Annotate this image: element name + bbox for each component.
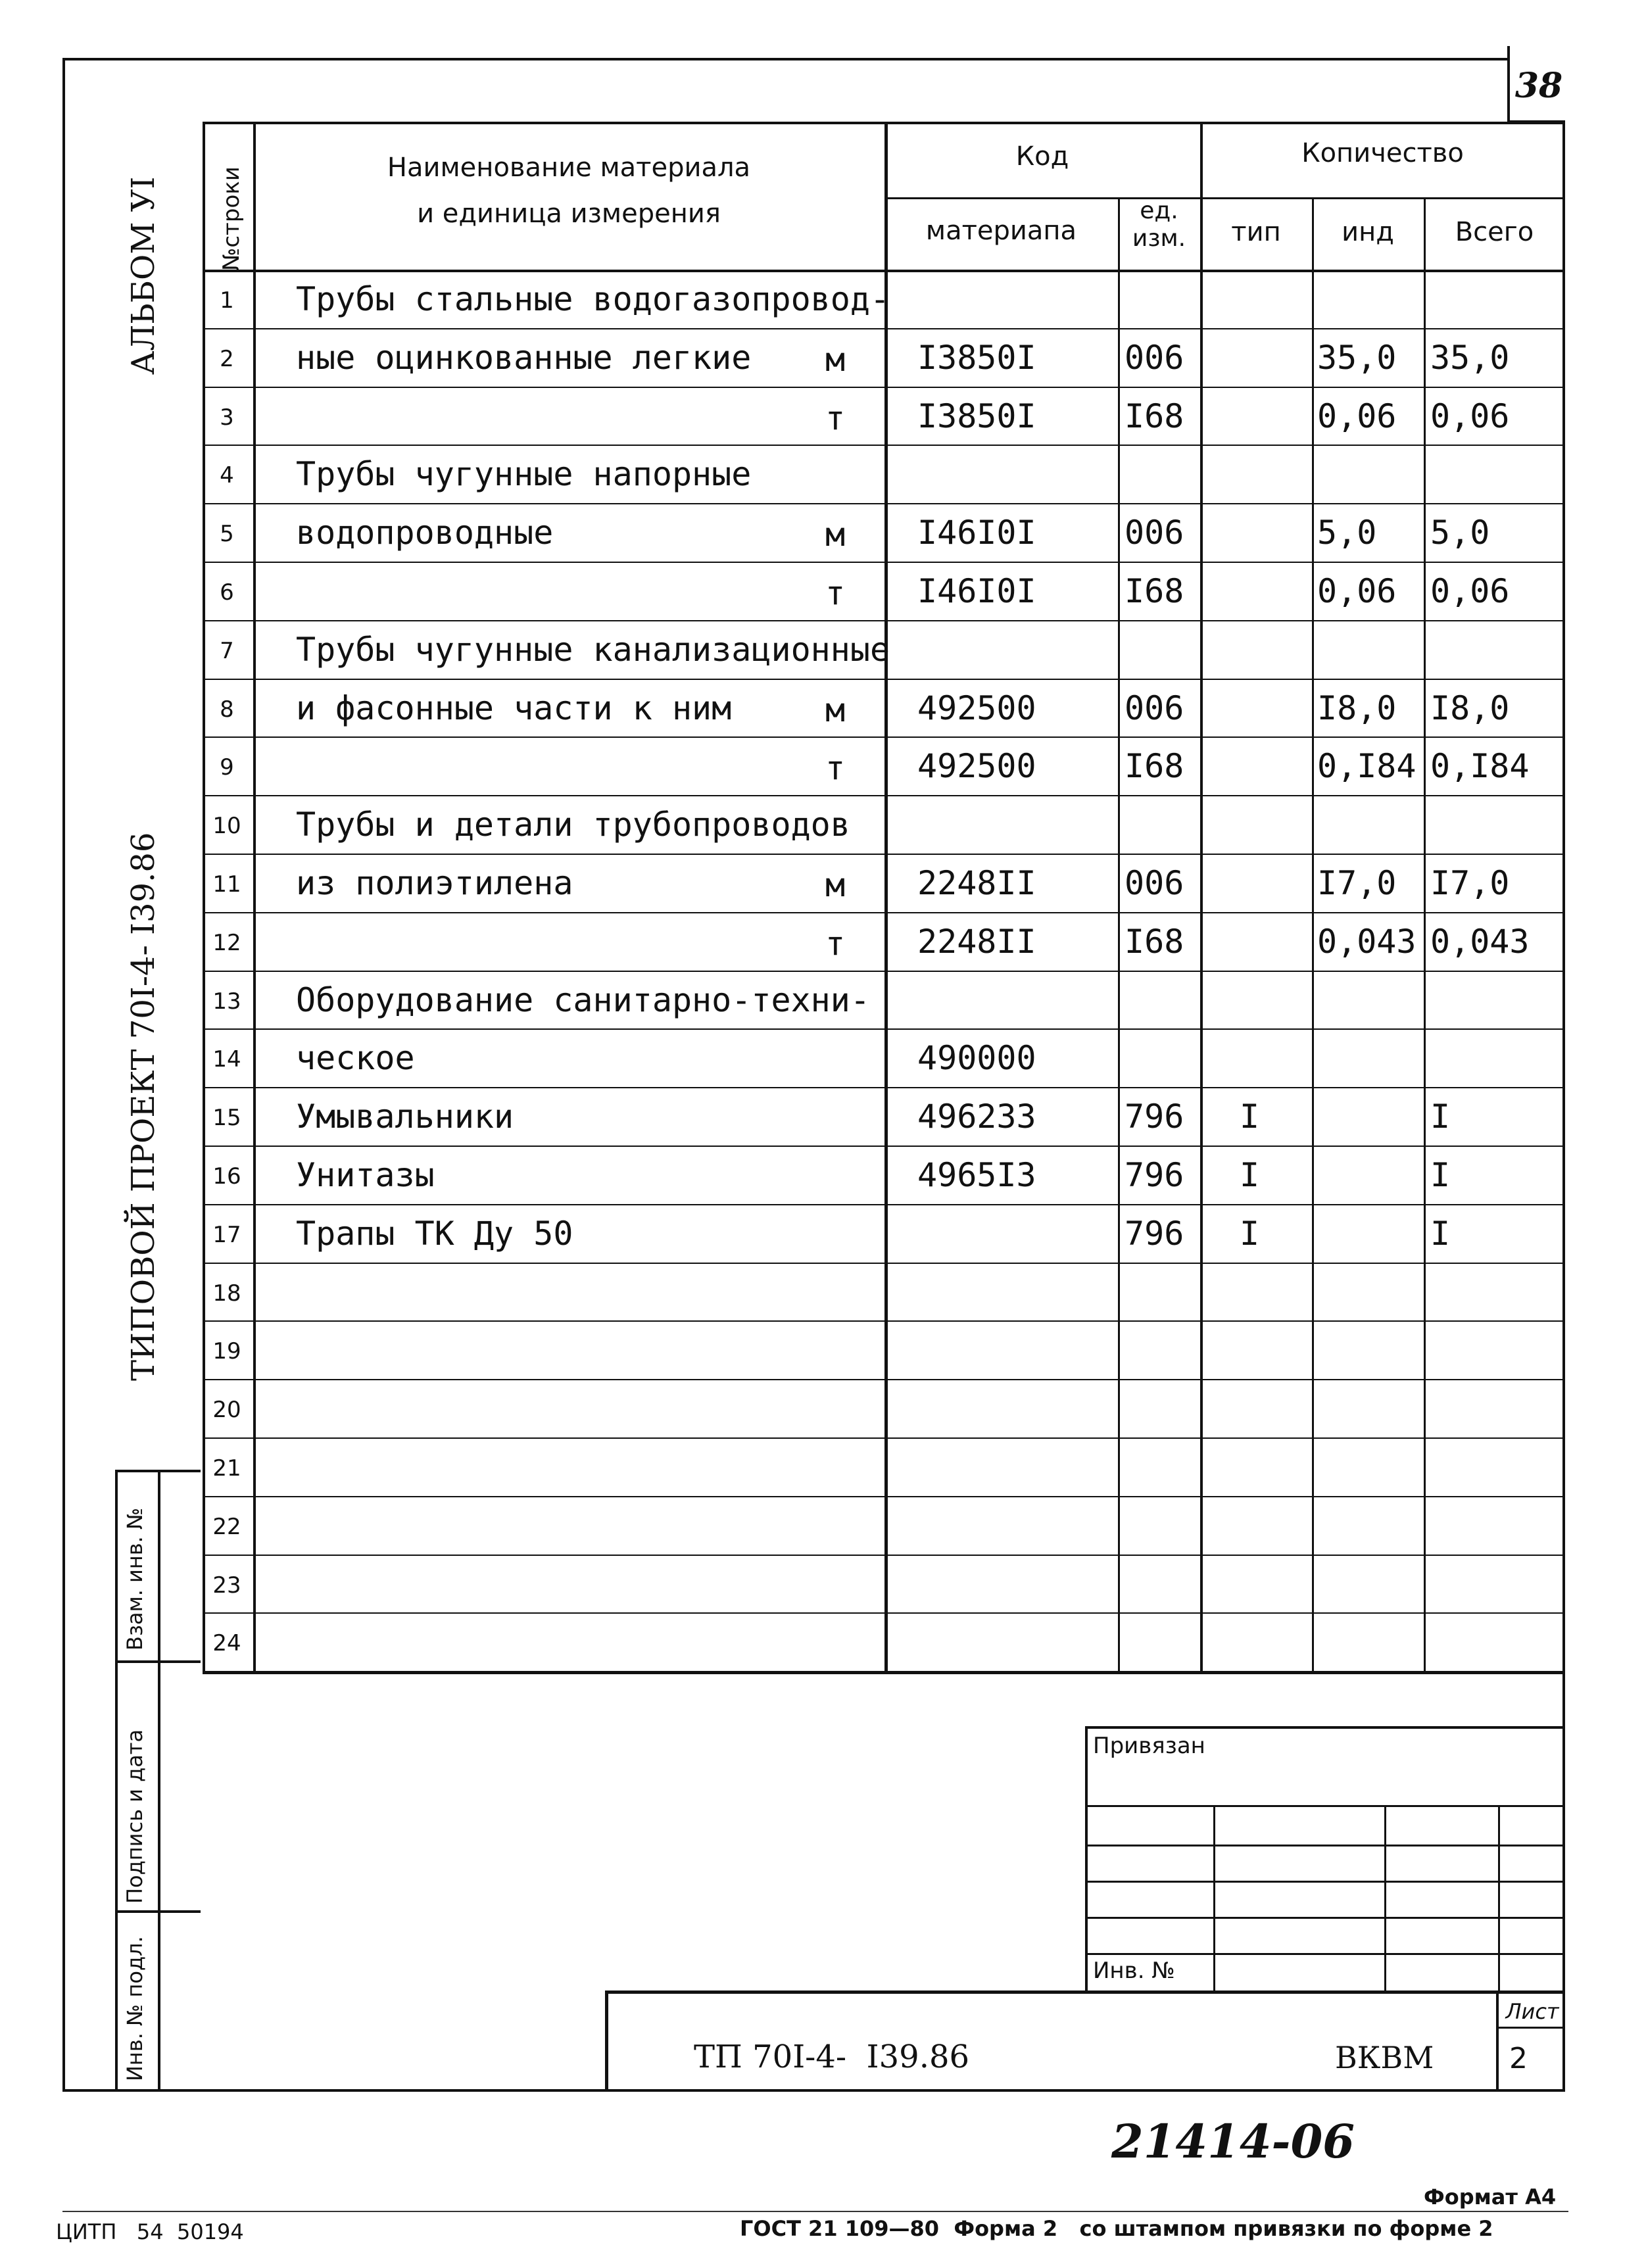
row-divider [203, 1379, 1565, 1380]
unit: м [825, 516, 846, 554]
material-name: водопроводные [296, 514, 554, 552]
material-name: Оборудование санитарно-техни- [296, 980, 870, 1019]
material-name: Умывальники [296, 1098, 514, 1136]
header-name-line2: и единица измерения [417, 199, 721, 229]
title-block-list-left [1496, 1992, 1499, 2091]
row-number: 8 [220, 696, 234, 723]
row-number: 6 [220, 579, 234, 606]
stamp-list-no: 2 [1509, 2042, 1528, 2075]
header-tip: тип [1231, 217, 1281, 247]
unit-code: 006 [1125, 688, 1184, 727]
row-divider [203, 1087, 1565, 1088]
unit-code: 006 [1125, 514, 1184, 552]
row-number: 18 [212, 1280, 241, 1307]
unit: м [825, 340, 846, 379]
row-divider [203, 1146, 1565, 1147]
handwritten-number: 21414-06 [1111, 2114, 1355, 2169]
material-name: Унитазы [296, 1156, 435, 1194]
stamp-grid-h4 [1085, 1917, 1565, 1919]
page-number: 38 [1514, 66, 1563, 106]
title-block-list-div [1496, 2027, 1565, 2029]
stamp-mark: ВКВМ [1335, 2040, 1434, 2075]
row-number: 4 [220, 462, 234, 489]
row-number: 1 [220, 287, 234, 314]
vzam-inv-label: Взам. инв. № [122, 1507, 147, 1651]
qty-total: I [1430, 1214, 1451, 1253]
page-number-box-left [1507, 46, 1510, 122]
qty-total: I8,0 [1430, 688, 1510, 727]
header-row-no: №строки [218, 166, 245, 271]
stamp-list-label: Лист [1505, 1999, 1559, 2024]
header-ind: инд [1342, 217, 1394, 247]
title-block-left [605, 1991, 608, 2092]
header-bottom-border [203, 270, 1565, 272]
qty-tip: I [1240, 1098, 1260, 1136]
unit-code: I68 [1125, 572, 1184, 610]
row-divider [203, 679, 1565, 680]
material-code: 492500 [917, 747, 1036, 786]
qty-ind: I8,0 [1317, 688, 1397, 727]
col-border-2 [884, 122, 888, 1674]
row-number: 14 [212, 1046, 241, 1073]
material-name: ческое [296, 1039, 415, 1078]
row-number: 5 [220, 521, 234, 548]
format-label: Формат А4 [1424, 2184, 1557, 2209]
material-name: Трапы ТК Ду 50 [296, 1214, 573, 1253]
material-code: 4965I3 [917, 1156, 1036, 1194]
project-label: ТИПОВОЙ ПРОЕКТ 70I-4- I39.86 [125, 832, 162, 1381]
unit-code: 006 [1125, 338, 1184, 377]
row-number: 19 [212, 1338, 241, 1365]
row-divider [203, 912, 1565, 913]
stamp-priv-top [1085, 1726, 1565, 1729]
qty-total: 0,06 [1430, 572, 1510, 610]
unit: т [825, 398, 846, 437]
qty-ind: 0,06 [1317, 397, 1397, 435]
row-number: 24 [212, 1630, 241, 1657]
stamp-designation: ТП 70I-4- I39.86 [694, 2039, 970, 2075]
unit-code: I68 [1125, 922, 1184, 961]
material-code: 2248II [917, 922, 1036, 961]
side-strip-left [115, 1470, 118, 2092]
row-divider [203, 1555, 1565, 1556]
row-number: 2 [220, 345, 234, 372]
row-divider [203, 562, 1565, 563]
material-code: I46I0I [917, 572, 1036, 610]
frame-right [1562, 122, 1565, 2092]
qty-total: I7,0 [1430, 864, 1510, 902]
unit: т [825, 749, 846, 788]
header-sub-border [884, 197, 1565, 199]
qty-ind: 0,06 [1317, 572, 1397, 610]
inv-podl-label: Инв. № подл. [122, 1936, 147, 2081]
side-strip-div1 [115, 1660, 201, 1663]
frame-bottom [62, 2089, 1565, 2092]
row-number: 15 [212, 1105, 241, 1132]
unit-code: 796 [1125, 1098, 1184, 1136]
table-top-border [203, 122, 1565, 124]
row-divider [203, 1612, 1565, 1614]
qty-ind: 5,0 [1317, 514, 1377, 552]
stamp-grid-h3 [1085, 1881, 1565, 1883]
row-divider [203, 328, 1565, 329]
qty-tip: I [1240, 1214, 1260, 1253]
qty-total: 5,0 [1430, 514, 1490, 552]
unit: м [825, 866, 846, 904]
material-name: Трубы чугунные канализационные [296, 630, 890, 669]
unit-code: I68 [1125, 747, 1184, 786]
unit-code: 796 [1125, 1214, 1184, 1253]
row-number: 7 [220, 637, 234, 664]
material-name: Трубы и детали трубопроводов [296, 806, 850, 844]
stamp-grid-h1 [1085, 1805, 1565, 1807]
qty-total: 0,043 [1430, 922, 1530, 961]
row-divider [203, 1204, 1565, 1205]
side-strip-top [115, 1470, 201, 1472]
material-name: и фасонные части к ним [296, 688, 732, 727]
stamp-grid-v3 [1498, 1805, 1500, 1992]
header-kolichestvo: Копичество [1301, 138, 1464, 168]
header-kod: Код [1015, 141, 1069, 172]
material-name: Трубы чугунные напорные [296, 455, 752, 494]
row-divider [203, 736, 1565, 738]
material-code: I3850I [917, 338, 1036, 377]
row-divider [203, 854, 1565, 855]
qty-ind: 0,I84 [1317, 747, 1416, 786]
row-number: 10 [212, 813, 241, 840]
row-divider [203, 1028, 1565, 1030]
row-number: 11 [212, 871, 241, 898]
qty-tip: I [1240, 1156, 1260, 1194]
row-divider [203, 620, 1565, 621]
stamp-grid-v2 [1384, 1805, 1386, 1992]
unit: м [825, 690, 846, 729]
qty-ind: 0,043 [1317, 922, 1416, 961]
col-border-6 [1424, 197, 1426, 1671]
footer-left: ЦИТП 54 50194 [56, 2219, 244, 2244]
material-code: 492500 [917, 688, 1036, 727]
table-bottom-border [203, 1671, 1565, 1674]
row-number: 12 [212, 929, 241, 956]
title-block-top [605, 1991, 1565, 1994]
material-name: Трубы стальные водогазопровод- [296, 280, 890, 318]
qty-total: 0,06 [1430, 397, 1510, 435]
footer-line [62, 2211, 1568, 2212]
qty-total: 35,0 [1430, 338, 1510, 377]
row-divider [203, 387, 1565, 388]
material-code: 2248II [917, 864, 1036, 902]
unit: т [825, 574, 846, 612]
material-code: 490000 [917, 1039, 1036, 1078]
stamp-grid-v1 [1213, 1805, 1215, 1992]
row-divider [203, 1320, 1565, 1322]
row-number: 13 [212, 988, 241, 1015]
stamp-grid-h5 [1085, 1953, 1565, 1955]
header-ed-izm: ед. изм. [1132, 197, 1186, 252]
unit: т [825, 924, 846, 963]
side-strip-right [158, 1470, 160, 2092]
footer-right: ГОСТ 21 109—80 Форма 2 со штампом привязки по форме 2 [740, 2216, 1493, 2241]
row-divider [203, 503, 1565, 504]
stamp-privyazan: Привязан [1093, 1733, 1205, 1759]
frame-left [62, 58, 65, 2090]
row-number: 9 [220, 754, 234, 781]
unit-code: 006 [1125, 864, 1184, 902]
col-border-4 [1200, 122, 1203, 1674]
material-code: I46I0I [917, 514, 1036, 552]
row-number: 17 [212, 1221, 241, 1248]
qty-ind: 35,0 [1317, 338, 1397, 377]
album-label: АЛЬБОМ УI [125, 176, 162, 375]
row-number: 22 [212, 1513, 241, 1540]
row-divider [203, 1263, 1565, 1264]
qty-ind: I7,0 [1317, 864, 1397, 902]
qty-total: I [1430, 1098, 1451, 1136]
row-divider [203, 971, 1565, 972]
col-border-5 [1312, 197, 1314, 1671]
col-border-3 [1118, 197, 1120, 1671]
material-name: ные оцинкованные легкие [296, 338, 752, 377]
stamp-inv-no: Инв. № [1093, 1958, 1175, 1984]
row-divider [203, 1496, 1565, 1497]
row-number: 3 [220, 404, 234, 431]
side-strip-div2 [115, 1910, 201, 1913]
row-divider [203, 1437, 1565, 1439]
unit-code: 796 [1125, 1156, 1184, 1194]
material-code: I3850I [917, 397, 1036, 435]
material-name: из полиэтилена [296, 864, 573, 902]
header-name-line1: Наименование материала [387, 153, 751, 183]
material-code: 496233 [917, 1098, 1036, 1136]
row-number: 16 [212, 1163, 241, 1190]
col-border-1 [253, 122, 256, 1674]
stamp-grid-h2 [1085, 1845, 1565, 1846]
qty-total: I [1430, 1156, 1451, 1194]
row-number: 23 [212, 1572, 241, 1599]
row-divider [203, 795, 1565, 796]
header-materiala: материапа [925, 216, 1077, 246]
row-divider [203, 445, 1565, 446]
row-number: 20 [212, 1397, 241, 1424]
frame-top [62, 58, 1509, 60]
header-vsego: Всего [1455, 217, 1534, 247]
unit-code: I68 [1125, 397, 1184, 435]
podpis-label: Подпись и дата [122, 1729, 147, 1904]
qty-total: 0,I84 [1430, 747, 1530, 786]
row-number: 21 [212, 1455, 241, 1482]
